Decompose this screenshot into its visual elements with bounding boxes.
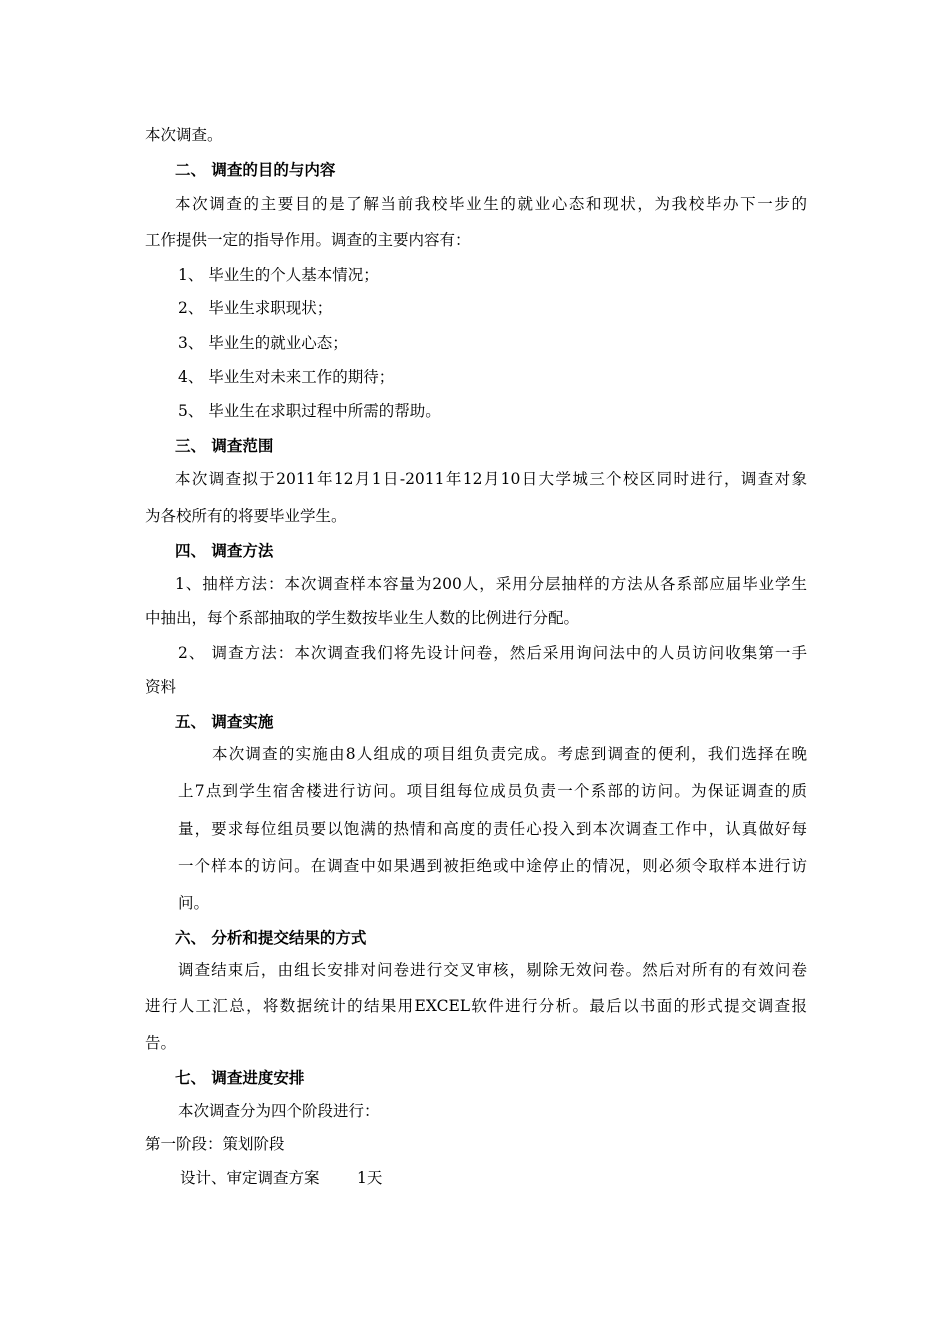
section-heading: 七、 调查进度安排 [175,1068,305,1087]
paragraph-line: 工作提供一定的指导作用。调查的主要内容有： [145,231,471,249]
section-heading: 二、 调查的目的与内容 [175,160,336,179]
paragraph-line: 为各校所有的将要毕业学生。 [145,507,347,525]
paragraph-line: 进行人工汇总，将数据统计的结果用EXCEL软件进行分析。最后以书面的形式提交调查报 [145,997,807,1015]
stage-task: 设计、审定调查方案 [180,1169,320,1187]
paragraph-line: 本次调查分为四个阶段进行： [178,1102,380,1120]
list-item: 1、 毕业生的个人基本情况； [178,266,379,284]
paragraph-line: 资料 [145,678,177,696]
paragraph-line: 告。 [145,1034,177,1052]
list-item: 5、 毕业生在求职过程中所需的帮助。 [178,402,441,420]
section-heading: 四、 调查方法 [175,541,274,560]
section-heading: 五、 调查实施 [175,712,274,731]
section-heading: 三、 调查范围 [175,436,274,455]
paragraph-line: 调查结束后，由组长安排对问卷进行交叉审核，剔除无效问卷。然后对所有的有效问卷 [178,961,807,979]
stage-label: 第一阶段：策划阶段 [145,1135,285,1153]
paragraph-line: 量，要求每位组员要以饱满的热情和高度的责任心投入到本次调查工作中，认真做好每 [178,820,807,838]
text-line: 本次调查。 [145,126,223,144]
list-item: 3、 毕业生的就业心态； [178,334,348,352]
paragraph-line: 1、抽样方法：本次调查样本容量为200人，采用分层抽样的方法从各系部应届毕业学生 [175,575,807,593]
paragraph-line: 中抽出，每个系部抽取的学生数按毕业生人数的比例进行分配。 [145,609,580,627]
paragraph-line: 问。 [178,894,210,912]
paragraph-line: 本次调查拟于2011年12月1日-2011年12月10日大学城三个校区同时进行，调查对象 [175,470,807,488]
paragraph-line: 本次调查的实施由8人组成的项目组负责完成。考虑到调查的便利，我们选择在晚 [212,745,807,763]
paragraph-line: 2、 调查方法：本次调查我们将先设计问卷，然后采用询问法中的人员访问收集第一手 [178,644,807,662]
list-item: 2、 毕业生求职现状； [178,299,333,317]
paragraph-line: 一个样本的访问。在调查中如果遇到被拒绝或中途停止的情况，则必须令取样本进行访 [178,857,807,875]
section-heading: 六、 分析和提交结果的方式 [175,928,367,947]
stage-duration: 1天 [357,1169,383,1187]
paragraph-line: 上7点到学生宿舍楼进行访问。项目组每位成员负责一个系部的访问。为保证调查的质 [178,782,807,800]
list-item: 4、 毕业生对未来工作的期待； [178,368,395,386]
paragraph-line: 本次调查的主要目的是了解当前我校毕业生的就业心态和现状，为我校毕办下一步的 [175,195,807,213]
